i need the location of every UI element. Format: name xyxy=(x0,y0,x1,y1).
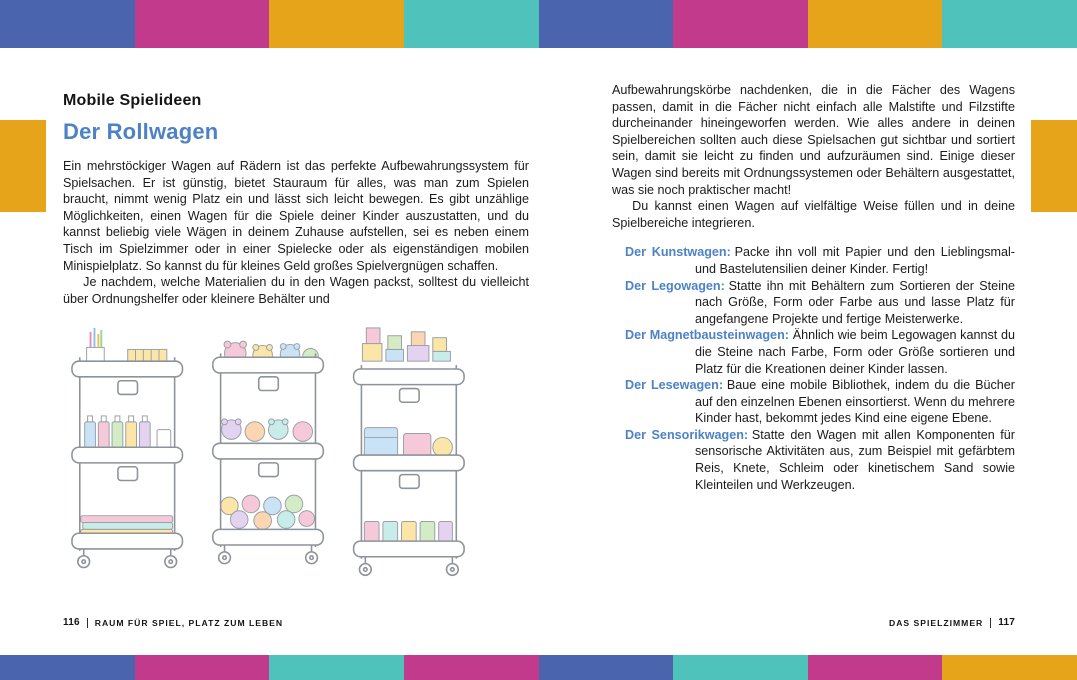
blocks-cart-drawing xyxy=(354,328,465,575)
band-segment-orange xyxy=(942,655,1077,680)
band-segment-magenta xyxy=(135,655,270,680)
list-item-text: Statte ihn mit Behältern zum Sortieren der Steine nach Größe, Form oder Farbe aus und lasse Platz für angefangene Projekte und fertige Meisterwerke. xyxy=(695,278,1015,326)
body-paragraph: Je nachdem, welche Materialien du in den Wagen packst, solltest du vielleicht über Ordnungshelfer oder kleinere Behälter und xyxy=(63,275,529,306)
band-segment-teal xyxy=(269,655,404,680)
left-page-edge-tab xyxy=(0,120,46,212)
chapter-title: Der Rollwagen xyxy=(63,119,219,144)
body-paragraph: Ein mehrstöckiger Wagen auf Rädern ist das perfekte Aufbewahrungssystem für Spielsachen. Er ist günstig, bietet Stauraum für alles, was man zum Spielen braucht, nimmt wenig Platz ein und lässt sich leicht bewegen. Es gibt unzählige Möglichkeiten, einen Wagen für die Spiele deiner Kinder auszustatten, und du kannst beliebig viele Wägen in deinem Zuhause aufstellen, sei es neben einem Tisch im Spielzimmer oder in einer Spielecke oder als eigenständigen mobilen Minispielplatz. So kannst du für kleines Geld großes Spielvergnügen schaffen. xyxy=(63,159,529,273)
list-item-label: Der Magnetbausteinwagen: xyxy=(625,328,789,343)
list-item-label: Der Legowagen: xyxy=(625,278,725,293)
list-item-text: Baue eine mobile Bibliothek, indem du die Bücher auf den einzelnen Ebenen einsortierst. Wenn du mehrere Kinder hast, bekommt jedes Kind eine eigene Ebene. xyxy=(695,378,1016,426)
rolling-carts-illustration xyxy=(57,324,529,595)
band-segment-magenta xyxy=(135,0,270,48)
footer-divider xyxy=(87,618,88,628)
art-cart-drawing xyxy=(72,328,183,568)
right-page-edge-tab xyxy=(1031,120,1077,212)
bottom-color-band xyxy=(0,655,1077,680)
page-number-left: 116 xyxy=(63,617,80,628)
running-title-left: RAUM FÜR SPIEL, PLATZ ZUM LEBEN xyxy=(94,617,284,628)
band-segment-magenta xyxy=(673,0,808,48)
band-segment-orange xyxy=(269,0,404,48)
list-item-text: Ähnlich wie beim Legowagen kannst du die Steine nach Farbe, Form oder Größe sortieren und Platz für die Kreationen deiner Kinder lassen. xyxy=(695,328,1015,376)
band-segment-teal xyxy=(404,0,539,48)
running-title-right: DAS SPIELZIMMER xyxy=(889,617,984,628)
list-item-label: Der Sensorikwagen: xyxy=(625,427,749,442)
left-page-footer xyxy=(63,617,283,628)
list-item-sensorikwagen xyxy=(612,427,1015,493)
band-segment-magenta xyxy=(404,655,539,680)
band-segment-blue xyxy=(0,655,135,680)
list-item-magnetbausteinwagen xyxy=(612,327,1015,377)
footer-divider xyxy=(990,618,991,628)
band-segment-blue xyxy=(539,655,674,680)
list-item-kunstwagen xyxy=(612,244,1015,277)
cart-ideas-list xyxy=(612,244,1015,493)
band-segment-orange xyxy=(808,0,943,48)
left-page xyxy=(63,92,529,595)
body-paragraph: Aufbewahrungskörbe nachdenken, die in die Fächer des Wagens passen, damit in die Fächer nicht einfach alle Malstifte und Filzstifte durcheinander hineingeworfen werden. Wie alles andere in deinen Spielbereichen sollten auch diese Spielsachen gut sichtbar und sortiert sein, damit sie leicht zu finden und aufzuräumen sind. Einige dieser Wagen sind bereits mit Ordnungssystemen oder Behältern ausgestattet, was sie noch praktischer macht! xyxy=(612,83,1015,197)
list-item-text: Statte den Wagen mit allen Komponenten für sensorische Aktivitäten aus, zum Beispiel mit gefärbtem Reis, Knete, Schleim oder kinetischem Sand sowie Kleinteilen und Werkzeugen. xyxy=(695,427,1015,492)
list-item-text: Packe ihn voll mit Papier und den Lieblingsmal- und Bastelutensilien deiner Kinder. Fertig! xyxy=(695,245,1015,276)
top-color-band xyxy=(0,0,1077,48)
body-paragraph: Du kannst einen Wagen auf vielfältige Weise füllen und in deine Spielbereiche integrieren. xyxy=(612,199,1015,230)
plush-cart-drawing xyxy=(213,341,324,563)
band-segment-blue xyxy=(0,0,135,48)
page-number-right: 117 xyxy=(998,617,1015,628)
band-segment-magenta xyxy=(808,655,943,680)
list-item-label: Der Kunstwagen: xyxy=(625,245,731,260)
right-page-footer xyxy=(889,617,1015,628)
band-segment-teal xyxy=(673,655,808,680)
list-item-legowagen xyxy=(612,278,1015,328)
band-segment-teal xyxy=(942,0,1077,48)
section-kicker: Mobile Spielideen xyxy=(63,92,202,109)
list-item-label: Der Lesewagen: xyxy=(625,378,724,393)
list-item-lesewagen xyxy=(612,377,1015,427)
band-segment-blue xyxy=(539,0,674,48)
right-page xyxy=(612,82,1015,493)
